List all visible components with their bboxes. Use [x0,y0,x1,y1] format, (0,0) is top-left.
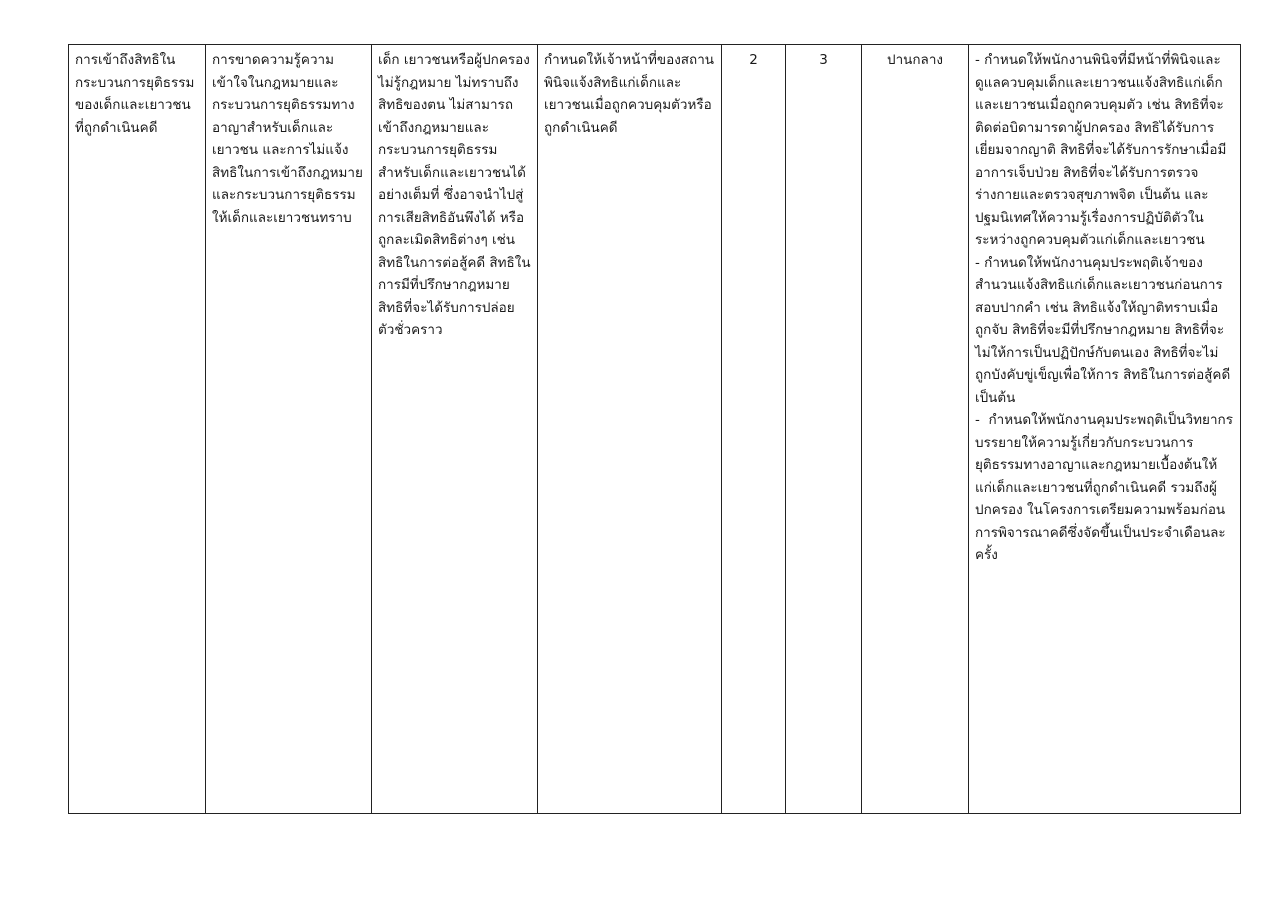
impact-text: เด็ก เยาวชนหรือผู้ปกครองไม่รู้กฎหมาย ไม่ทราบถึงสิทธิของตน ไม่สามารถเข้าถึงกฎหมายและกระบวนการยุติธรรมสำหรับเด็กและเยาวชนได้อย่างเต็มที่ ซึ่งอาจนำไปสู่การเสียสิทธิอันพึงได้ หรือถูกละเมิดสิทธิต่างๆ เช่น สิทธิในการต่อสู้คดี สิทธิในการมีที่ปรึกษากฎหมาย สิทธิที่จะได้รับการปล่อยตัวชั่วคราว [378,52,531,338]
risk-cell [69,45,206,814]
cause-cell [206,45,372,814]
table-row [69,45,1241,814]
mitigation-cell [969,45,1241,814]
risk-table [68,44,1241,814]
likelihood-value: 2 [749,52,758,68]
cause-text: การขาดความรู้ความเข้าใจในกฎหมายและกระบวนการยุติธรรมทางอาญาสำหรับเด็กและเยาวชน และการไม่แจ้งสิทธิในการเข้าถึงกฎหมายและกระบวนการยุติธรรมให้เด็กและเยาวชนทราบ [212,52,363,226]
control-cell [538,45,722,814]
risk-text: การเข้าถึงสิทธิในกระบวนการยุติธรรมของเด็กและเยาวชนที่ถูกดำเนินคดี [75,52,195,136]
control-text: กำหนดให้เจ้าหน้าที่ของสถานพินิจแจ้งสิทธิแก่เด็กและเยาวชนเมื่อถูกควบคุมตัวหรือถูกดำเนินคดี [544,52,715,136]
severity-cell [786,45,862,814]
mitigation-text: - กำหนดให้พนักงานพินิจที่มีหน้าที่พินิจและดูแลควบคุมเด็กและเยาวชนแจ้งสิทธิแก่เด็กและเยาวชนเมื่อถูกควบคุมตัว เช่น สิทธิที่จะติดต่อบิดามารดาผู้ปกครอง สิทธิได้รับการเยี่ยมจากญาติ สิทธิที่จะได้รับการรักษาเมื่อมีอาการเจ็บป่วย สิทธิที่จะได้รับการตรวจร่างกายและตรวจสุขภาพจิต เป็นต้น และปฐมนิเทศให้ความรู้เรื่องการปฏิบัติตัวในระหว่างถูกควบคุมตัวแก่เด็กและเยาวชน - กำหนดให้พนักงานคุมประพฤติเจ้าของสำนวนแจ้งสิทธิแก่เด็กและเยาวชนก่อนการสอบปากคำ เช่น สิทธิแจ้งให้ญาติทราบเมื่อถูกจับ สิทธิที่จะมีที่ปรึกษากฎหมาย สิทธิที่จะไม่ให้การเป็นปฏิปักษ์กับตนเอง สิทธิที่จะไม่ถูกบังคับขู่เข็ญเพื่อให้การ สิทธิในการต่อสู้คดี เป็นต้น - กำหนดให้พนักงานคุมประพฤติเป็นวิทยากรบรรยายให้ความรู้เกี่ยวกับกระบวนการยุติธรรมทางอาญาและกฎหมายเบื้องต้นให้แก่เด็กและเยาวชนที่ถูกดำเนินคดี รวมถึงผู้ปกครอง ในโครงการเตรียมความพร้อมก่อนการพิจารณาคดีซึ่งจัดขึ้นเป็นประจำเดือนละครั้ง [975,52,1233,563]
severity-value: 3 [819,52,828,68]
likelihood-cell [722,45,786,814]
impact-cell [372,45,538,814]
risk-level-value: ปานกลาง [887,52,943,68]
risk-level-cell [862,45,969,814]
